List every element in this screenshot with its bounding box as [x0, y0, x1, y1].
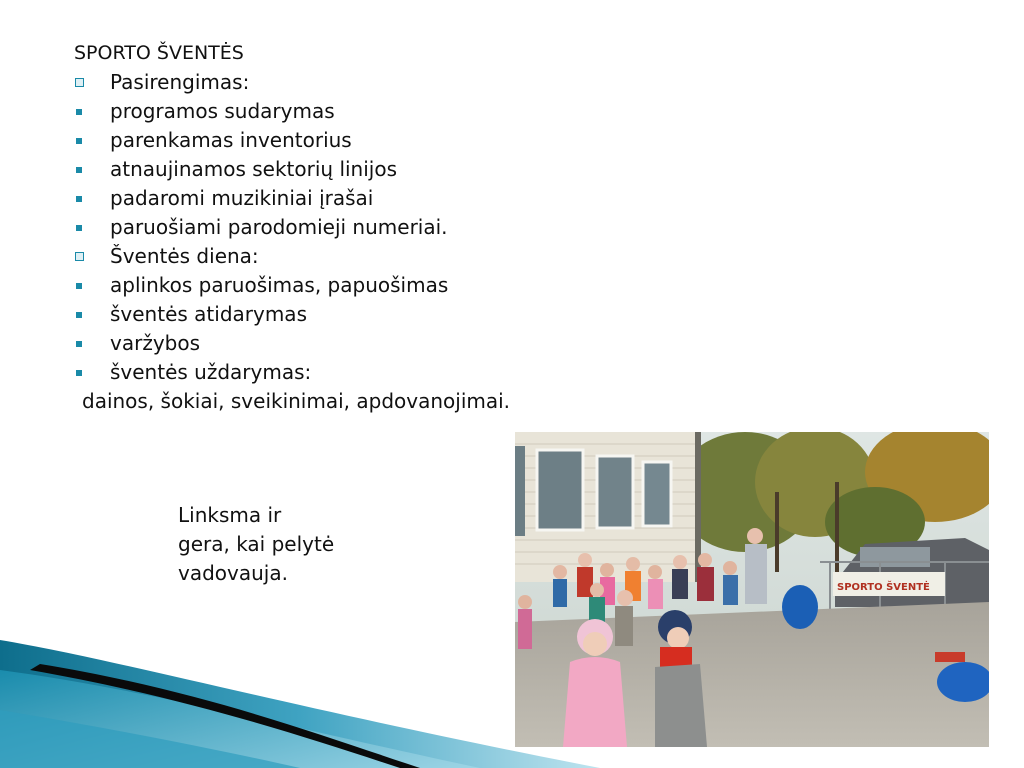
list-item-text: šventės uždarymas:: [110, 360, 312, 384]
list-item-text: aplinkos paruošimas, papuošimas: [110, 273, 449, 297]
square-bullet-icon: [76, 196, 82, 202]
list-item: [74, 271, 448, 300]
section-heading-text: Šventės diena:: [110, 244, 259, 268]
list-item: [74, 184, 448, 213]
list-item-text: paruošiami parodomieji numeriai.: [110, 215, 448, 239]
list-item-text: varžybos: [110, 331, 200, 355]
list-item: [74, 126, 448, 155]
hollow-square-bullet-icon: [75, 252, 84, 261]
list-item-text: parenkamas inventorius: [110, 128, 352, 152]
square-bullet-icon: [76, 283, 82, 289]
sign-lettering: SPORTO ŠVENTĖ: [837, 582, 930, 593]
list-item: [74, 300, 448, 329]
square-bullet-icon: [76, 341, 82, 347]
list-item-text: šventės atidarymas: [110, 302, 307, 326]
list-item-text: programos sudarymas: [110, 99, 335, 123]
section-heading: [74, 242, 448, 271]
bullet-list: [74, 68, 448, 387]
square-bullet-icon: [76, 370, 82, 376]
list-item: [74, 358, 448, 387]
square-bullet-icon: [76, 167, 82, 173]
square-bullet-icon: [76, 109, 82, 115]
list-item: [74, 155, 448, 184]
photo-caption: Linksma ir gera, kai pelytė vadovauja.: [178, 503, 335, 585]
decorative-swoosh: [0, 640, 600, 768]
list-item: [74, 97, 448, 126]
list-item: [74, 329, 448, 358]
section-heading-text: Pasirengimas:: [110, 70, 250, 94]
list-item-text: padaromi muzikiniai įrašai: [110, 186, 374, 210]
square-bullet-icon: [76, 138, 82, 144]
kindergarten-sports-day-photo: [515, 432, 989, 747]
slide-title: SPORTO ŠVENTĖS: [74, 42, 244, 64]
section-heading: [74, 68, 448, 97]
square-bullet-icon: [76, 312, 82, 318]
list-item: [74, 213, 448, 242]
closing-line: dainos, šokiai, sveikinimai, apdovanojimai.: [82, 389, 511, 413]
square-bullet-icon: [76, 225, 82, 231]
list-item-text: atnaujinamos sektorių linijos: [110, 157, 398, 181]
hollow-square-bullet-icon: [75, 78, 84, 87]
